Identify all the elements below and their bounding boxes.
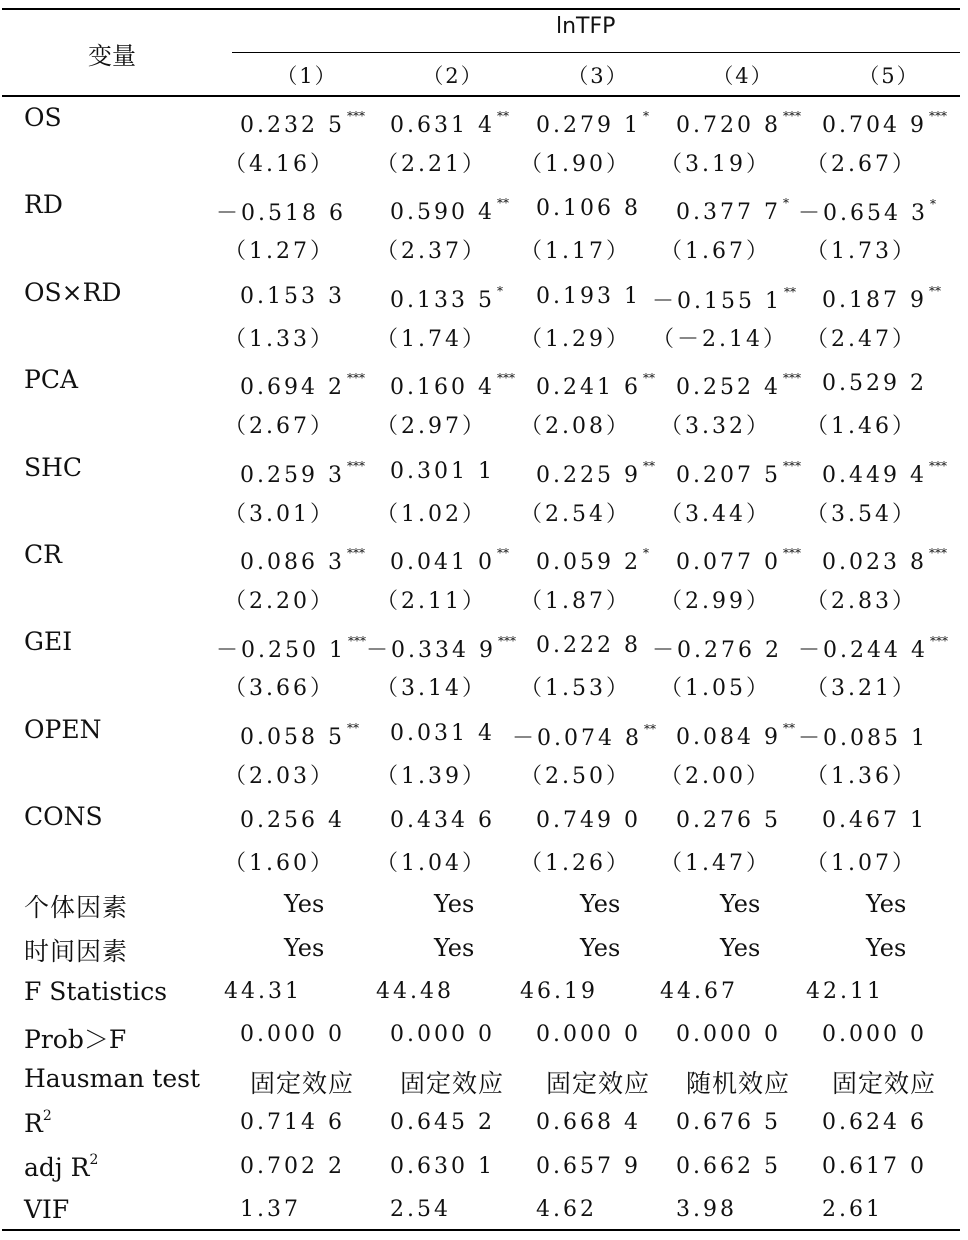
significance-stars: * — [642, 109, 649, 123]
f-statistic-value: 42.11 — [806, 979, 884, 1004]
coefficient-cell: 0.133 5 * — [390, 283, 503, 313]
coefficient-cell: 0.207 5 *** — [676, 458, 801, 488]
column-header-4: （4） — [712, 64, 774, 88]
t-statistic-cell: （3.44） — [660, 501, 771, 527]
significance-stars: * — [496, 283, 503, 298]
significance-stars: ** — [496, 109, 509, 123]
significance-stars: *** — [496, 371, 515, 386]
t-statistic-cell: （2.83） — [806, 589, 917, 614]
t-statistic-cell: （2.37） — [376, 239, 487, 265]
t-statistic-cell: （1.67） — [660, 239, 771, 265]
variable-label: SHC — [24, 452, 83, 482]
coefficient-cell: 0.529 2 — [822, 371, 927, 397]
coefficient-cell: 0.041 0 ** — [390, 546, 509, 575]
dependent-variable-header: lnTFP — [556, 14, 616, 39]
individual-effect-value: Yes — [284, 890, 325, 918]
prob-f-value: 0.000 0 — [822, 1022, 927, 1047]
coefficient-cell: 0.153 3 — [240, 283, 345, 309]
coefficient-cell: －0.155 1 ** — [652, 284, 796, 314]
t-statistic-cell: （1.53） — [520, 676, 631, 702]
significance-stars: ** — [496, 196, 509, 211]
significance-stars: *** — [346, 546, 365, 560]
variable-label: GEI — [24, 627, 73, 657]
t-statistic-cell: （2.00） — [660, 763, 771, 789]
significance-stars: ** — [346, 720, 359, 735]
column-header-3: （3） — [567, 64, 629, 88]
coefficient-cell: －0.085 1 — [798, 725, 928, 751]
f-statistic-label: F Statistics — [24, 977, 168, 1006]
variable-label: OS×RD — [24, 277, 122, 307]
t-statistic-cell: （1.90） — [520, 152, 631, 177]
significance-stars: ** — [642, 458, 655, 473]
coefficient-cell: 0.590 4 ** — [390, 196, 509, 226]
t-statistic-cell: （3.66） — [224, 676, 335, 702]
header-bottom-rule — [2, 95, 960, 97]
column-header-1: （1） — [276, 64, 338, 88]
column-header-2: （2） — [422, 64, 484, 88]
vif-value: 2.61 — [822, 1197, 883, 1222]
t-statistic-cell: （1.17） — [520, 239, 631, 265]
coefficient-cell: 0.749 0 — [536, 808, 641, 834]
coefficient-cell: 0.279 1 * — [536, 109, 649, 138]
individual-effect-value: Yes — [580, 890, 621, 918]
coefficient-cell: 0.434 6 — [390, 808, 495, 834]
t-statistic-cell: （3.21） — [806, 676, 917, 702]
individual-effect-value: Yes — [720, 890, 761, 918]
t-statistic-cell: （1.02） — [376, 501, 487, 527]
r-squared-value: 0.624 6 — [822, 1110, 927, 1135]
coefficient-cell: 0.241 6 ** — [536, 371, 655, 401]
t-statistic-cell: （3.14） — [376, 676, 487, 702]
t-statistic-cell: （1.74） — [376, 326, 487, 352]
vif-value: 1.37 — [240, 1197, 301, 1222]
coefficient-cell: 0.222 8 — [536, 633, 641, 659]
significance-stars: * — [642, 546, 649, 560]
variable-label: OPEN — [24, 714, 102, 744]
t-statistic-cell: （1.46） — [806, 414, 917, 440]
coefficient-cell: 0.631 4 ** — [390, 109, 509, 138]
t-statistic-cell: （1.27） — [224, 239, 335, 265]
t-statistic-cell: （2.20） — [224, 589, 335, 614]
r-squared-value: 0.714 6 — [240, 1110, 345, 1135]
t-statistic-cell: （2.67） — [806, 152, 917, 177]
coefficient-cell: 0.023 8 *** — [822, 546, 947, 575]
adj-r-squared-value: 0.657 9 — [536, 1154, 641, 1179]
hausman-value: 固定效应 — [832, 1069, 937, 1098]
coefficient-cell: 0.086 3 *** — [240, 546, 365, 575]
time-effect-value: Yes — [580, 934, 621, 962]
hausman-label: Hausman test — [24, 1064, 201, 1093]
significance-stars: ** — [642, 371, 655, 386]
t-statistic-cell: （3.32） — [660, 414, 771, 440]
t-statistic-cell: （2.11） — [376, 589, 487, 614]
significance-stars: *** — [782, 109, 801, 123]
significance-stars: ** — [643, 721, 656, 736]
coefficient-cell: －0.518 6 — [216, 201, 346, 227]
coefficient-cell: －0.074 8 ** — [512, 721, 656, 751]
hausman-value: 固定效应 — [250, 1069, 355, 1098]
t-statistic-cell: （4.16） — [224, 152, 335, 177]
coefficient-cell: 0.106 8 — [536, 196, 641, 222]
t-statistic-cell: （2.54） — [520, 501, 631, 527]
significance-stars: *** — [347, 634, 366, 649]
coefficient-cell: 0.467 1 — [822, 808, 927, 834]
coefficient-cell: 0.252 4 *** — [676, 371, 801, 401]
significance-stars: ** — [496, 546, 509, 560]
hausman-value: 随机效应 — [686, 1069, 791, 1098]
column-header-5: （5） — [858, 64, 920, 88]
significance-stars: * — [929, 197, 936, 212]
significance-stars: *** — [497, 634, 516, 649]
superscript: 2 — [89, 1152, 99, 1168]
significance-stars: *** — [782, 371, 801, 386]
coefficient-cell: －0.334 9 *** — [366, 634, 516, 664]
table-top-rule — [2, 8, 960, 10]
t-statistic-cell: （1.33） — [224, 326, 335, 352]
time-effect-value: Yes — [720, 934, 761, 962]
significance-stars: *** — [929, 634, 948, 649]
t-statistic-cell: （1.73） — [806, 239, 917, 265]
t-statistic-cell: （2.03） — [224, 763, 335, 789]
t-statistic-cell: （1.29） — [520, 326, 631, 352]
table-bottom-rule — [2, 1229, 960, 1231]
prob-f-value: 0.000 0 — [536, 1022, 641, 1047]
adj-r-squared-value: 0.630 1 — [390, 1154, 495, 1179]
significance-stars: *** — [928, 109, 947, 123]
adj-r-squared-value: 0.662 5 — [676, 1154, 781, 1179]
t-statistic-cell: （－2.14） — [652, 326, 788, 352]
r-squared-label: $R^2$ — [24, 1108, 52, 1138]
variable-label: CONS — [24, 802, 103, 832]
significance-stars: *** — [782, 458, 801, 473]
significance-stars: ** — [783, 284, 796, 299]
header-sub-rule — [232, 52, 960, 53]
t-statistic-cell: （1.04） — [376, 851, 487, 877]
t-statistic-cell: （2.99） — [660, 589, 771, 614]
coefficient-cell: 0.077 0 *** — [676, 546, 801, 575]
prob-f-value: 0.000 0 — [240, 1022, 345, 1047]
coefficient-cell: 0.084 9 ** — [676, 720, 795, 750]
f-statistic-value: 46.19 — [520, 979, 598, 1004]
time-effect-value: Yes — [284, 934, 325, 962]
coefficient-cell: －0.250 1 *** — [216, 634, 366, 664]
significance-stars: *** — [346, 458, 365, 473]
adj-r-squared-value: 0.702 2 — [240, 1154, 345, 1179]
coefficient-cell: 0.704 9 *** — [822, 109, 947, 138]
t-statistic-cell: （1.47） — [660, 851, 771, 877]
t-statistic-cell: （3.19） — [660, 152, 771, 177]
variable-label: RD — [24, 190, 63, 220]
coefficient-cell: 0.031 4 — [390, 720, 495, 746]
significance-stars: ** — [928, 283, 941, 298]
coefficient-cell: －0.276 2 — [652, 638, 782, 664]
significance-stars: ** — [782, 720, 795, 735]
t-statistic-cell: （2.67） — [224, 414, 335, 440]
time-effect-value: Yes — [866, 934, 907, 962]
coefficient-cell: 0.276 5 — [676, 808, 781, 834]
coefficient-cell: 0.301 1 — [390, 458, 495, 484]
r-squared-value: 0.676 5 — [676, 1110, 781, 1135]
t-statistic-cell: （2.50） — [520, 763, 631, 789]
variable-label: CR — [24, 540, 62, 569]
vif-value: 3.98 — [676, 1197, 737, 1222]
coefficient-cell: 0.232 5 *** — [240, 109, 365, 138]
significance-stars: *** — [782, 546, 801, 560]
vif-value: 4.62 — [536, 1197, 597, 1222]
significance-stars: * — [782, 196, 789, 211]
t-statistic-cell: （1.39） — [376, 763, 487, 789]
t-statistic-cell: （1.07） — [806, 851, 917, 877]
coefficient-cell: 0.187 9 ** — [822, 283, 941, 313]
coefficient-cell: 0.259 3 *** — [240, 458, 365, 488]
variable-header: 变量 — [88, 42, 136, 70]
coefficient-cell: －0.654 3 * — [798, 197, 936, 227]
coefficient-cell: 0.694 2 *** — [240, 371, 365, 401]
coefficient-cell: 0.160 4 *** — [390, 371, 515, 401]
coefficient-cell: 0.449 4 *** — [822, 458, 947, 488]
coefficient-cell: 0.720 8 *** — [676, 109, 801, 138]
variable-label: PCA — [24, 365, 79, 395]
individual-effect-value: Yes — [434, 890, 475, 918]
t-statistic-cell: （2.21） — [376, 152, 487, 177]
variable-label: OS — [24, 103, 62, 132]
t-statistic-cell: （1.36） — [806, 763, 917, 789]
f-statistic-value: 44.48 — [376, 979, 454, 1004]
significance-stars: *** — [928, 546, 947, 560]
vif-label: VIF — [24, 1195, 70, 1224]
significance-stars: *** — [346, 109, 365, 123]
t-statistic-cell: （2.97） — [376, 414, 487, 440]
coefficient-cell: 0.193 1 — [536, 283, 641, 309]
t-statistic-cell: （3.01） — [224, 501, 335, 527]
vif-value: 2.54 — [390, 1197, 451, 1222]
hausman-value: 固定效应 — [400, 1069, 505, 1098]
prob-f-label: Prob＞F — [24, 1025, 127, 1054]
coefficient-cell: －0.244 4 *** — [798, 634, 948, 664]
significance-stars: *** — [928, 458, 947, 473]
coefficient-cell: 0.059 2 * — [536, 546, 649, 575]
t-statistic-cell: （3.54） — [806, 501, 917, 527]
significance-stars: *** — [346, 371, 365, 386]
prob-f-value: 0.000 0 — [390, 1022, 495, 1047]
individual-effect-value: Yes — [866, 890, 907, 918]
individual-effect-label: 个体因素 — [24, 893, 129, 922]
coefficient-cell: 0.058 5 ** — [240, 720, 359, 750]
t-statistic-cell: （2.47） — [806, 326, 917, 352]
t-statistic-cell: （2.08） — [520, 414, 631, 440]
t-statistic-cell: （1.05） — [660, 676, 771, 702]
t-statistic-cell: （1.87） — [520, 589, 631, 614]
coefficient-cell: 0.256 4 — [240, 808, 345, 834]
r-squared-value: 0.668 4 — [536, 1110, 641, 1135]
adj-r-squared-label: adj $R^2$ — [24, 1152, 99, 1182]
t-statistic-cell: （1.26） — [520, 851, 631, 877]
hausman-value: 固定效应 — [546, 1069, 651, 1098]
time-effect-value: Yes — [434, 934, 475, 962]
superscript: 2 — [42, 1108, 52, 1124]
t-statistic-cell: （1.60） — [224, 851, 335, 877]
f-statistic-value: 44.31 — [224, 979, 302, 1004]
coefficient-cell: 0.377 7 * — [676, 196, 789, 226]
coefficient-cell: 0.225 9 ** — [536, 458, 655, 488]
prob-f-value: 0.000 0 — [676, 1022, 781, 1047]
f-statistic-value: 44.67 — [660, 979, 738, 1004]
adj-r-squared-value: 0.617 0 — [822, 1154, 927, 1179]
r-squared-value: 0.645 2 — [390, 1110, 495, 1135]
time-effect-label: 时间因素 — [24, 937, 129, 966]
